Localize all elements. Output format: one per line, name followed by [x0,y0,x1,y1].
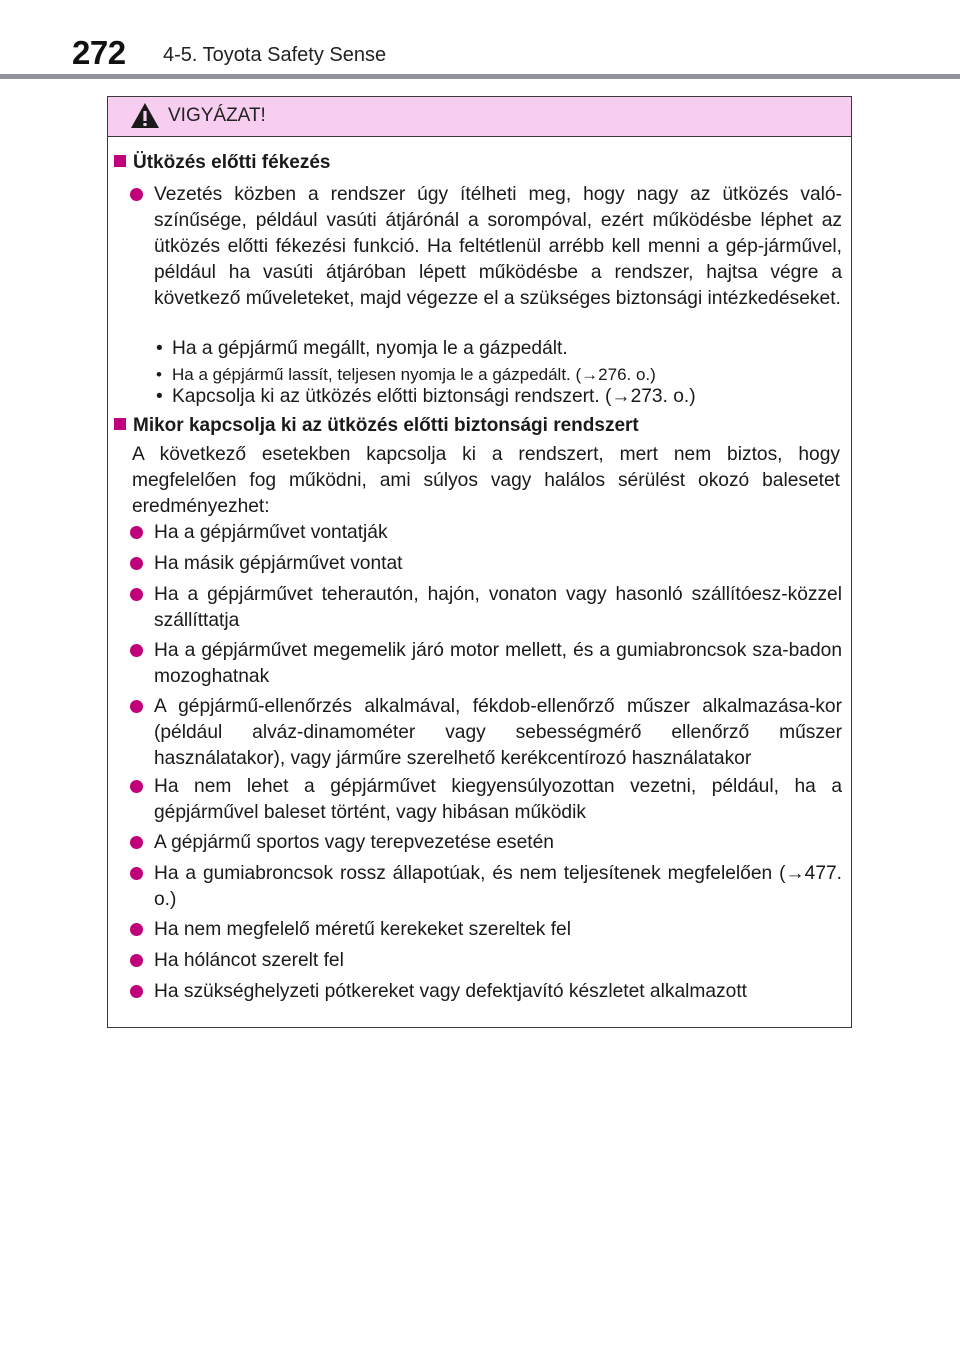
round-bullet-icon [130,954,143,967]
list-item: Ha a gépjárművet teherautón, hajón, vonaton vagy hasonló szállítóesz-közzel szállíttatja [130,582,842,634]
section-title: 4-5. Toyota Safety Sense [163,44,387,66]
page-header [0,0,960,80]
list-item: Ha hóláncot szerelt fel [130,948,842,974]
warning-header [108,97,851,137]
section-heading: Ütközés előtti fékezés [114,150,330,176]
round-bullet-icon [130,867,143,880]
step-item: • Ha a gépjármű megállt, nyomja le a gázpedált. [156,338,568,359]
round-bullet-icon [130,836,143,849]
square-bullet-icon [114,155,126,167]
header-rule [0,74,960,79]
round-bullet-icon [130,557,143,570]
round-bullet-icon [130,985,143,998]
step-item: • Ha a gépjármű lassít, teljesen nyomja le a gázpedált. (→276. o.) [156,365,656,384]
list-item: Ha nem megfelelő méretű kerekeket szereltek fel [130,917,842,943]
round-bullet-icon [130,188,143,201]
list-item: Ha másik gépjárművet vontat [130,551,842,577]
list-item: A gépjármű-ellenőrzés alkalmával, fékdob-ellenőrző műszer alkalmazása-kor (például alváz-dinamométer vagy sebességmérő ellenőrző műszer használatakor), vagy járműre szerelhető kerékcentírozó használatakor [130,694,842,772]
list-item: Ha a gépjárművet vontatják [130,520,842,546]
round-bullet-icon [130,526,143,539]
section-heading: Mikor kapcsolja ki az ütközés előtti biztonsági rendszert [114,413,639,439]
intro-paragraph: A következő esetekben kapcsolja ki a rendszert, mert nem biztos, hogy megfelelően fog működni, ami súlyos vagy halálos sérülést okozó balesetet eredményezhet: [132,444,840,517]
list-item: A gépjármű sportos vagy terepvezetése esetén [130,830,842,856]
warning-triangle-icon [130,102,160,129]
round-bullet-icon [130,780,143,793]
list-item: Vezetés közben a rendszer úgy ítélheti meg, hogy nagy az ütközés való-színűsége, például vasúti átjárónál a sorompóval, ezért működésbe léphet az ütközés előtti fékezési funkció. Ha feltétlenül arrébb kell menni a gép-járművel, például ha vasúti átjáróban lépett működésbe a rendszer, hajtsa végre a következő műveleteket, majd végezze el a szükséges biztonsági intézkedéseket. [130,182,842,312]
list-item: Ha a gépjárművet megemelik járó motor mellett, és a gumiabroncsok sza-badon mozoghatnak [130,638,842,690]
round-bullet-icon [130,644,143,657]
round-bullet-icon [130,923,143,936]
warning-box [107,96,852,1028]
step-item: • Kapcsolja ki az ütközés előtti biztonsági rendszert. (→273. o.) [156,386,696,407]
round-bullet-icon [130,588,143,601]
list-item: Ha nem lehet a gépjárművet kiegyensúlyozottan vezetni, például, ha a gépjárművel baleset történt, vagy hibásan működik [130,774,842,826]
warning-title: VIGYÁZAT! [168,105,266,126]
list-item: Ha szükséghelyzeti pótkereket vagy defektjavító készletet alkalmazott [130,979,842,1005]
page-number: 272 [72,34,126,71]
round-bullet-icon [130,700,143,713]
list-item: Ha a gumiabroncsok rossz állapotúak, és nem teljesítenek megfelelően (→477. o.) [130,861,842,913]
square-bullet-icon [114,418,126,430]
